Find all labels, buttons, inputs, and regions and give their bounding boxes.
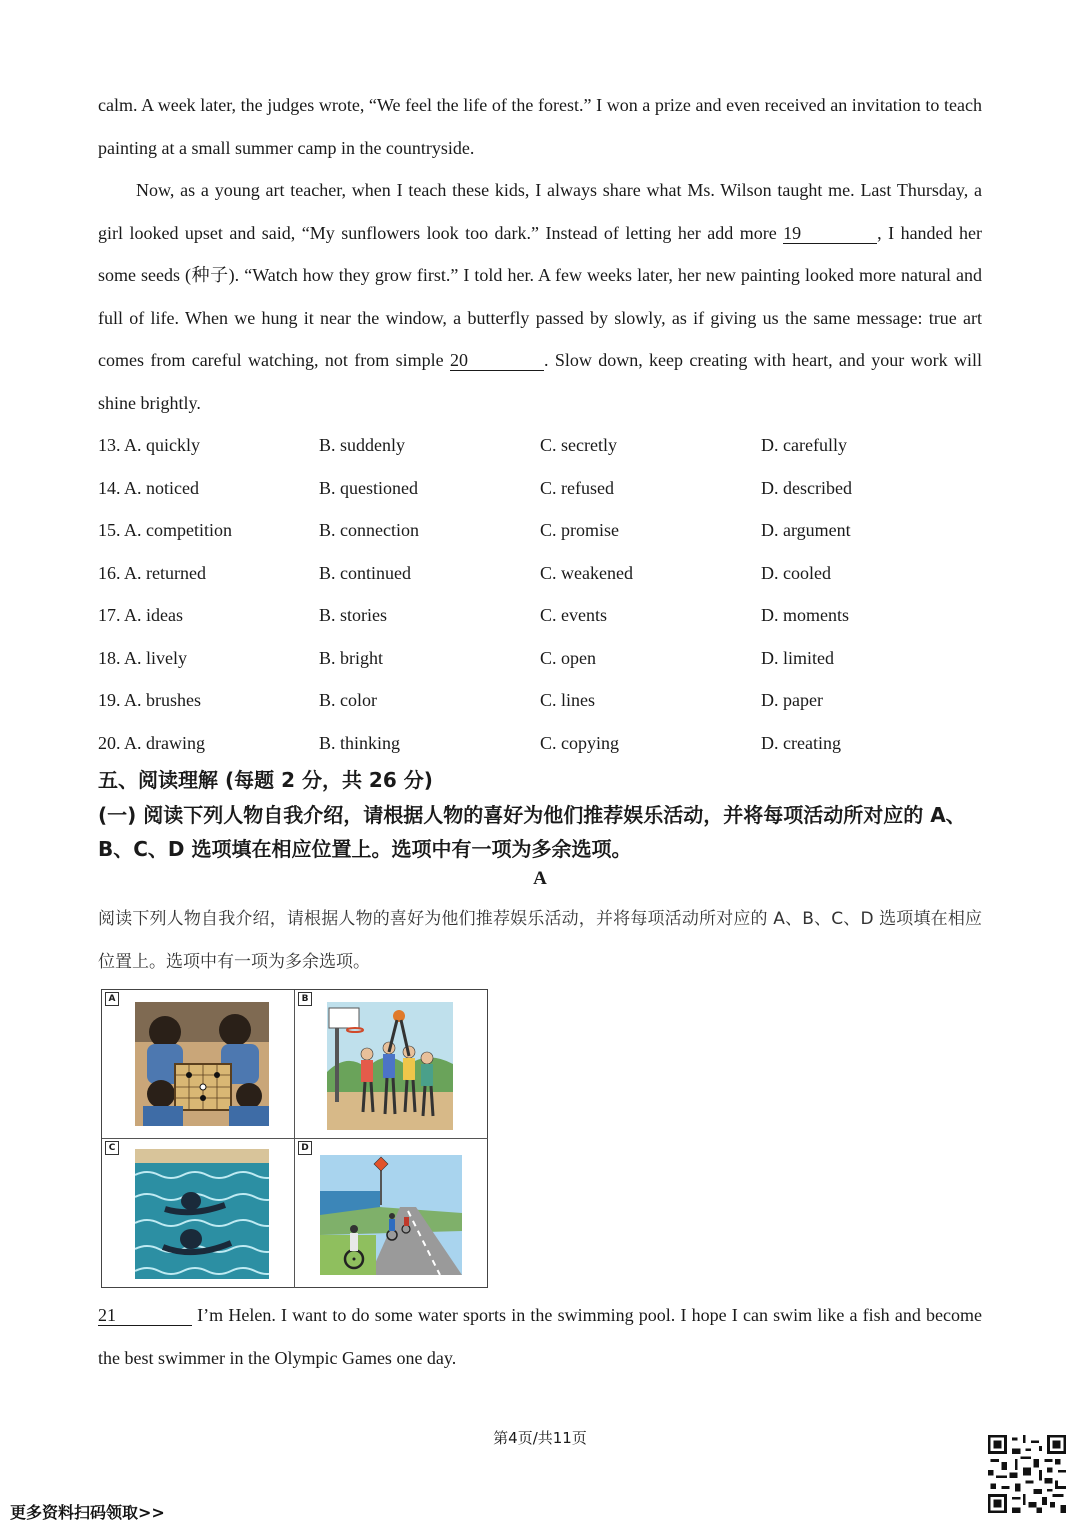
option-d: D. paper — [761, 690, 823, 710]
picture-cell-a — [102, 990, 295, 1139]
part-label: A — [533, 868, 547, 889]
swimming-picture-icon — [135, 1149, 269, 1279]
cycling-picture-icon — [320, 1155, 462, 1275]
board-game-picture-icon — [135, 1002, 269, 1126]
option-b: B. suddenly — [319, 435, 406, 455]
blank-21: 21 — [98, 1305, 192, 1326]
option-row — [98, 552, 982, 595]
section-instruction: (一) 阅读下列人物自我介绍，请根据人物的喜好为他们推荐娱乐活动，并将每项活动所对应的 A、B、C、D 选项填在相应位置上。选项中有一项为多余选项。 — [98, 803, 966, 861]
activity-picture-grid — [101, 989, 488, 1288]
option-a: 20. A. drawing — [98, 732, 205, 753]
option-row — [98, 679, 982, 722]
option-d: D. carefully — [761, 435, 847, 455]
option-c: C. events — [540, 605, 607, 625]
option-c: C. weakened — [540, 562, 633, 583]
chinese-instruction: 阅读下列人物自我介绍，请根据人物的喜好为他们推荐娱乐活动，并将每项活动所对应的 A、B、C、D 选项填在相应位置上。选项中有一项为多余选项。 — [98, 909, 982, 972]
picture-tag-c: C — [105, 1141, 119, 1155]
option-d: D. described — [761, 477, 852, 498]
option-a: 16. A. returned — [98, 562, 206, 583]
option-row — [98, 424, 982, 467]
option-c: C. copying — [540, 732, 619, 753]
option-b: B. continued — [319, 562, 411, 583]
passage-paragraph-2 — [98, 169, 982, 424]
option-a: 13. A. quickly — [98, 435, 200, 455]
option-a: 14. A. noticed — [98, 477, 199, 498]
option-c: C. refused — [540, 477, 614, 498]
picture-tag-a: A — [105, 992, 119, 1006]
option-b: B. thinking — [319, 732, 401, 753]
paragraph-1-text: calm. A week later, the judges wrote, “We feel the life of the forest.” I won a prize and even received an invitation to teach painting at a small summer camp in the countryside. — [98, 95, 982, 158]
more-materials-link[interactable]: 更多资料扫码领取>> — [10, 1503, 165, 1522]
page-number: 第4页/共11页 — [493, 1429, 587, 1447]
option-d: D. argument — [761, 520, 851, 540]
option-d: D. creating — [761, 732, 841, 753]
picture-tag-d: D — [298, 1141, 312, 1155]
option-row — [98, 637, 982, 680]
answer-options — [98, 424, 982, 764]
option-b: B. color — [319, 690, 377, 710]
basketball-picture-icon — [327, 1002, 453, 1130]
option-d: D. cooled — [761, 562, 831, 583]
option-c: C. promise — [540, 520, 619, 540]
option-c: C. secretly — [540, 435, 617, 455]
picture-cell-c — [102, 1139, 295, 1288]
option-d: D. moments — [761, 605, 849, 625]
blank-19: 19 — [783, 223, 877, 244]
paragraph-2-part-c: . Slow down, keep creating with heart, and your work will shine brightly. — [98, 350, 982, 413]
option-d: D. limited — [761, 647, 834, 668]
option-row — [98, 509, 982, 552]
option-row — [98, 467, 982, 510]
picture-cell-d — [295, 1139, 488, 1288]
paragraph-2-part-a: Now, as a young art teacher, when I teach these kids, I always share what Ms. Wilson taught me. Last Thursday, a girl looked upset and said, “My sunflowers look too dark.” Instead of letting her add more — [98, 180, 982, 243]
option-b: B. questioned — [319, 477, 418, 498]
section-title: 五、阅读理解 (每题 2 分，共 26 分) — [98, 768, 433, 792]
option-row — [98, 722, 982, 765]
question-21 — [98, 1294, 982, 1379]
option-a: 17. A. ideas — [98, 605, 183, 625]
option-b: B. stories — [319, 605, 388, 625]
option-a: 18. A. lively — [98, 647, 187, 668]
paragraph-2-part-b: , I handed her some seeds (种子). “Watch how they grow first.” I told her. A few weeks later, her new painting looked more natural and full of life. When we hung it near the window, a butterfly passed by slowly, as if giving us the same message: true art comes from careful watching, not from simple — [98, 222, 982, 370]
option-c: C. open — [540, 647, 596, 668]
option-b: B. bright — [319, 647, 384, 668]
picture-tag-b: B — [298, 992, 312, 1006]
option-row — [98, 594, 982, 637]
qr-code-icon[interactable] — [988, 1435, 1066, 1513]
option-a: 19. A. brushes — [98, 690, 201, 710]
option-b: B. connection — [319, 520, 419, 540]
option-a: 15. A. competition — [98, 520, 232, 540]
option-c: C. lines — [540, 690, 596, 710]
picture-cell-b — [295, 990, 488, 1139]
question-21-text: I’m Helen. I want to do some water sports in the swimming pool. I hope I can swim like a fish and become the best swimmer in the Olympic Games one day. — [98, 1305, 982, 1368]
passage-paragraph-1 — [98, 84, 982, 169]
blank-20: 20 — [450, 350, 544, 371]
